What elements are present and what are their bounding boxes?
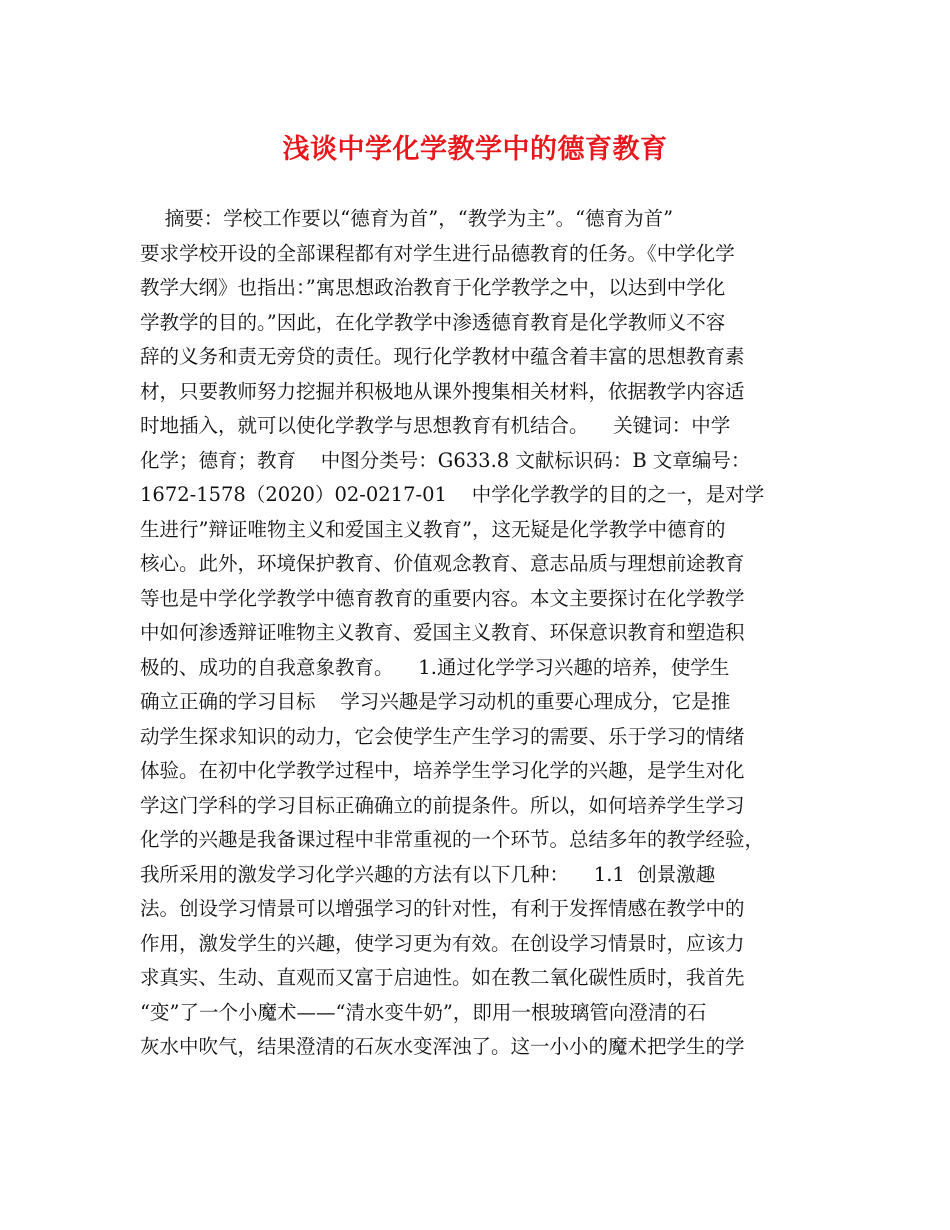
body-line: 法。创设学习情景可以增强学习的针对性，有利于发挥情感在教学中的 [140, 897, 745, 920]
body-line: 求真实、生动、直观而又富于启迪性。如在教二氧化碳性质时，我首先 [140, 966, 745, 989]
body-line: 材，只要教师努力挖掘并积极地从课外搜集相关材料，依据教学内容适 [140, 379, 745, 403]
body-line: 化学的兴趣是我备课过程中非常重视的一个环节。总结多年的教学经验， [140, 828, 765, 851]
body-line: 等也是中学化学教学中德育教育的重要内容。本文主要探讨在化学教学 [140, 586, 745, 610]
body-line: 生进行”辩证唯物主义和爱国主义教育”，这无疑是化学教学中德育的 [140, 517, 726, 541]
body-line: 学教学的目的。”因此，在化学教学中渗透德育教育是化学教师义不容 [140, 310, 726, 334]
body-line: 时地插入，就可以使化学教学与思想教育有机结合。 关键词：中学 [140, 414, 731, 437]
body-line: “变”了一个小魔术——“清水变牛奶”，即用一根玻璃管向澄清的石 [140, 1000, 707, 1024]
body-line: 动学生探求知识的动力，它会使学生产生学习的需要、乐于学习的情绪 [140, 724, 745, 748]
body-line: 摘要：学校工作要以“德育为首”，“教学为主”。“德育为首” [140, 207, 674, 230]
body-line: 教学大纲》也指出：”寓思想政治教育于化学教学之中，以达到中学化 [140, 276, 726, 299]
body-line: 我所采用的激发学习化学兴趣的方法有以下几种： 1.1 创景激趣 [140, 862, 716, 886]
body-line: 1672-1578（2020）02-0217-01 中学化学教学的目的之一，是对学 [140, 483, 765, 506]
document-title: 浅谈中学化学教学中的德育教育 [282, 134, 668, 165]
body-line: 化学；德育；教育 中图分类号：G633.8 文献标识码：B 文章编号： [140, 448, 751, 472]
body-line: 中如何渗透辩证唯物主义教育、爱国主义教育、环保意识教育和塑造积 [140, 621, 745, 644]
body-line: 学这门学科的学习目标正确确立的前提条件。所以，如何培养学生学习 [140, 793, 745, 817]
body-line: 核心。此外，环境保护教育、价值观念教育、意志品质与理想前途教育 [140, 552, 745, 575]
body-line: 极的、成功的自我意象教育。 1.通过化学学习兴趣的培养，使学生 [140, 655, 730, 679]
body-line: 体验。在初中化学教学过程中，培养学生学习化学的兴趣，是学生对化 [140, 759, 745, 782]
body-line: 作用，激发学生的兴趣，使学习更为有效。在创设学习情景时，应该力 [140, 931, 745, 955]
body-line: 确立正确的学习目标 学习兴趣是学习动机的重要心理成分，它是推 [140, 690, 731, 713]
body-line: 要求学校开设的全部课程都有对学生进行品德教育的任务。《中学化学 [140, 241, 735, 265]
document-body [140, 202, 820, 1065]
body-line: 辞的义务和责无旁贷的责任。现行化学教材中蕴含着丰富的思想教育素 [140, 345, 745, 368]
body-line: 灰水中吹气，结果澄清的石灰水变浑浊了。这一小小的魔术把学生的学 [140, 1035, 745, 1058]
